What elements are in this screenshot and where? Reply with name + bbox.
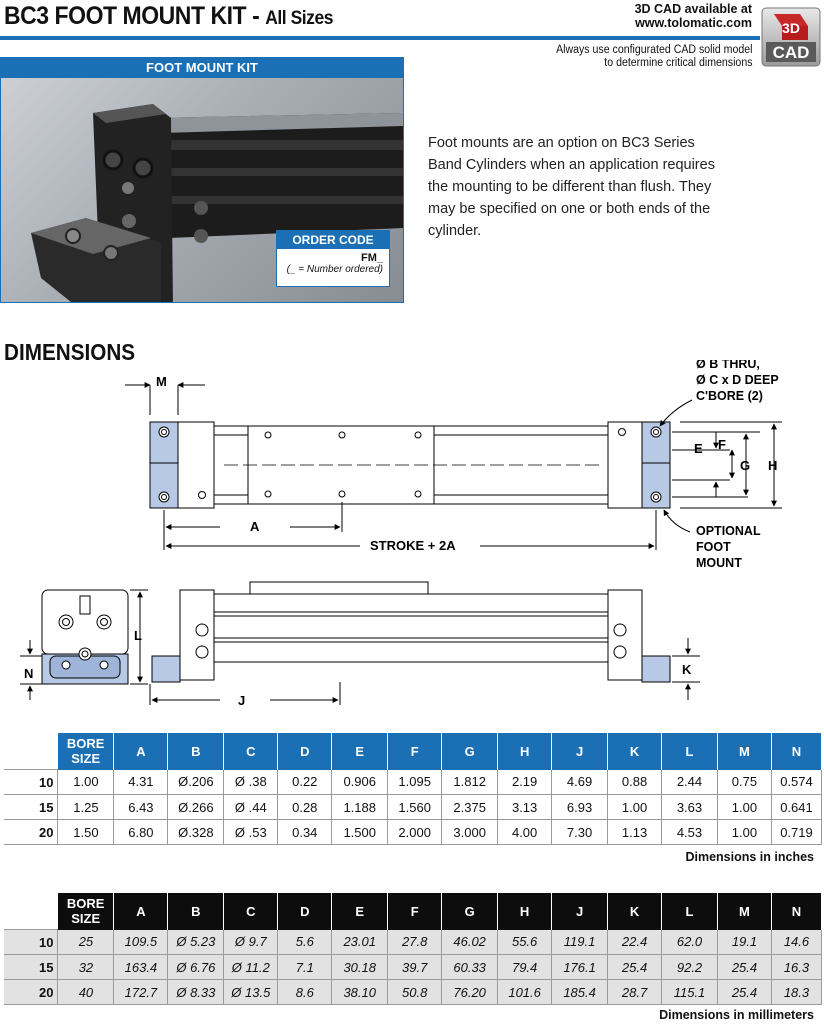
row-bore: 25 — [58, 930, 114, 955]
cell-j: 176.1 — [552, 955, 608, 980]
table-row — [4, 820, 822, 845]
cell-h: 4.00 — [498, 820, 552, 845]
cell-b: Ø 6.76 — [168, 955, 224, 980]
side-view — [150, 582, 700, 705]
cell-m: 1.00 — [717, 795, 771, 820]
cell-f: 2.000 — [388, 820, 442, 845]
cell-n: 14.6 — [771, 930, 821, 955]
header-blank — [4, 893, 58, 930]
cell-g: 3.000 — [442, 820, 498, 845]
optional-note-2: FOOT — [696, 540, 731, 554]
dim-label-h: H — [768, 458, 778, 473]
cell-d: 0.28 — [278, 795, 332, 820]
cell-j: 119.1 — [552, 930, 608, 955]
cell-a: 4.31 — [114, 770, 168, 795]
cell-e: 23.01 — [332, 930, 388, 955]
cell-b: Ø.266 — [168, 795, 224, 820]
cell-j: 6.93 — [552, 795, 608, 820]
header-col-a: A — [114, 893, 168, 930]
cad-note — [556, 44, 752, 70]
header-bore-size: BORE SIZE — [58, 893, 114, 930]
cell-g: 60.33 — [442, 955, 498, 980]
end-view — [20, 590, 148, 700]
row-size: 20 — [4, 980, 58, 1005]
dim-label-a: A — [250, 519, 260, 534]
cell-k: 25.4 — [608, 955, 662, 980]
cell-c: Ø 11.2 — [224, 955, 278, 980]
cell-j: 185.4 — [552, 980, 608, 1005]
cell-l: 3.63 — [662, 795, 718, 820]
cell-l: 115.1 — [662, 980, 718, 1005]
description-text: Foot mounts are an option on BC3 Series Band Cylinders when an application requires the mounting to be different than flush. They may be specified on one or both ends of the cylinder. — [428, 135, 715, 239]
header-col-l: L — [662, 733, 718, 770]
page-title — [4, 2, 333, 31]
dimension-drawing — [0, 360, 824, 710]
cell-m: 25.4 — [718, 980, 772, 1005]
cell-c: Ø 9.7 — [224, 930, 278, 955]
dimensions-table-mm — [4, 893, 822, 1005]
header-col-k: K — [608, 893, 662, 930]
title-sub: All Sizes — [265, 8, 333, 29]
cell-f: 39.7 — [388, 955, 442, 980]
header-col-d: D — [278, 733, 332, 770]
cell-d: 0.34 — [278, 820, 332, 845]
units-millimeters: Dimensions in millimeters — [659, 1008, 814, 1022]
table-row — [4, 955, 822, 980]
cell-f: 1.560 — [388, 795, 442, 820]
dim-label-e: E — [694, 441, 703, 456]
header-col-c: C — [224, 893, 278, 930]
cell-h: 3.13 — [498, 795, 552, 820]
cell-g: 1.812 — [442, 770, 498, 795]
table-row — [4, 795, 822, 820]
cell-n: 0.719 — [771, 820, 821, 845]
dim-label-m: M — [156, 374, 167, 389]
header-col-m: M — [718, 893, 772, 930]
cell-n: 16.3 — [771, 955, 821, 980]
cell-k: 28.7 — [608, 980, 662, 1005]
table-row — [4, 980, 822, 1005]
cell-h: 2.19 — [498, 770, 552, 795]
header-col-c: C — [224, 733, 278, 770]
cad-note-line-1: Always use configurated CAD solid model — [555, 44, 752, 56]
cell-l: 62.0 — [662, 930, 718, 955]
cad-logo-icon[interactable] — [760, 6, 822, 68]
dim-label-l: L — [134, 628, 142, 643]
cell-f: 1.095 — [388, 770, 442, 795]
cell-e: 1.188 — [332, 795, 388, 820]
cell-d: 5.6 — [278, 930, 332, 955]
optional-note-1: OPTIONAL — [696, 524, 761, 538]
header-col-n: N — [771, 893, 821, 930]
dim-label-stroke: STROKE + 2A — [370, 538, 456, 553]
header-col-d: D — [278, 893, 332, 930]
header-col-j: J — [552, 893, 608, 930]
cell-g: 46.02 — [442, 930, 498, 955]
cell-l: 92.2 — [662, 955, 718, 980]
cad-note-line-2: to determine critical dimensions — [603, 57, 752, 69]
cell-k: 1.13 — [608, 820, 662, 845]
cell-k: 22.4 — [608, 930, 662, 955]
header-col-g: G — [442, 893, 498, 930]
cell-e: 1.500 — [332, 820, 388, 845]
header-col-f: F — [388, 893, 442, 930]
header-col-g: G — [442, 733, 498, 770]
table-header-row — [4, 733, 822, 770]
header-col-h: H — [498, 893, 552, 930]
cell-n: 0.641 — [771, 795, 821, 820]
dim-label-f: F — [718, 437, 726, 452]
header-blank — [4, 733, 58, 770]
units-inches: Dimensions in inches — [685, 850, 814, 864]
header-col-m: M — [717, 733, 771, 770]
dimensions-heading: DIMENSIONS — [4, 339, 136, 365]
cell-c: Ø .38 — [224, 770, 278, 795]
top-view — [125, 385, 782, 550]
table-header-row — [4, 893, 822, 930]
cell-a: 6.43 — [114, 795, 168, 820]
photo-heading: FOOT MOUNT KIT — [1, 58, 403, 78]
cell-c: Ø .44 — [224, 795, 278, 820]
cell-m: 19.1 — [718, 930, 772, 955]
cell-n: 18.3 — [771, 980, 821, 1005]
row-size: 10 — [4, 770, 58, 795]
cell-k: 0.88 — [608, 770, 662, 795]
cad-url-link[interactable]: www.tolomatic.com — [635, 16, 752, 30]
cad-availability — [635, 2, 752, 30]
cell-l: 2.44 — [662, 770, 718, 795]
foot-mount-photo-panel — [0, 57, 404, 303]
cad-logo-cad: CAD — [772, 43, 810, 62]
cell-m: 1.00 — [717, 820, 771, 845]
cell-g: 76.20 — [442, 980, 498, 1005]
order-code-heading: ORDER CODE — [277, 231, 389, 249]
header-col-j: J — [552, 733, 608, 770]
cell-a: 109.5 — [114, 930, 168, 955]
row-bore: 1.00 — [58, 770, 114, 795]
cell-d: 0.22 — [278, 770, 332, 795]
header-col-h: H — [498, 733, 552, 770]
cell-b: Ø.328 — [168, 820, 224, 845]
header-col-b: B — [168, 733, 224, 770]
dim-label-n: N — [24, 666, 34, 681]
title-main: BC3 FOOT MOUNT KIT - — [4, 2, 260, 30]
cell-c: Ø 13.5 — [224, 980, 278, 1005]
header-rule — [0, 36, 760, 40]
cell-j: 7.30 — [552, 820, 608, 845]
header-col-l: L — [662, 893, 718, 930]
dim-label-k: K — [682, 662, 692, 677]
cell-c: Ø .53 — [224, 820, 278, 845]
cell-f: 50.8 — [388, 980, 442, 1005]
header-col-e: E — [332, 733, 388, 770]
cell-b: Ø.206 — [168, 770, 224, 795]
header-col-a: A — [114, 733, 168, 770]
bore-note-1: Ø B THRU, — [696, 360, 760, 371]
cell-h: 79.4 — [498, 955, 552, 980]
cell-h: 55.6 — [498, 930, 552, 955]
row-bore: 40 — [58, 980, 114, 1005]
header-bore-size: BORE SIZE — [58, 733, 114, 770]
cell-m: 25.4 — [718, 955, 772, 980]
cell-b: Ø 8.33 — [168, 980, 224, 1005]
optional-note-3: MOUNT — [696, 556, 742, 570]
header-col-e: E — [332, 893, 388, 930]
cad-available-text: 3D CAD available at — [634, 2, 752, 16]
row-bore: 1.25 — [58, 795, 114, 820]
cell-f: 27.8 — [388, 930, 442, 955]
bore-note-3: C'BORE (2) — [696, 389, 763, 403]
cad-logo-3d: 3D — [782, 20, 800, 36]
cell-m: 0.75 — [717, 770, 771, 795]
order-code-note: (_ = Number ordered) — [286, 264, 383, 275]
cell-e: 38.10 — [332, 980, 388, 1005]
cell-a: 6.80 — [114, 820, 168, 845]
header-col-b: B — [168, 893, 224, 930]
cell-h: 101.6 — [498, 980, 552, 1005]
order-code-box — [276, 230, 390, 287]
dim-label-g: G — [740, 458, 751, 473]
cell-a: 163.4 — [114, 955, 168, 980]
row-size: 20 — [4, 820, 58, 845]
cell-e: 0.906 — [332, 770, 388, 795]
bore-note-2: Ø C x D DEEP — [696, 373, 779, 387]
table-row — [4, 770, 822, 795]
cell-k: 1.00 — [608, 795, 662, 820]
cell-d: 7.1 — [278, 955, 332, 980]
cell-a: 172.7 — [114, 980, 168, 1005]
cell-d: 8.6 — [278, 980, 332, 1005]
cell-e: 30.18 — [332, 955, 388, 980]
dim-label-j: J — [238, 693, 246, 708]
header-col-f: F — [388, 733, 442, 770]
cell-l: 4.53 — [662, 820, 718, 845]
cell-n: 0.574 — [771, 770, 821, 795]
header-col-k: K — [608, 733, 662, 770]
cell-b: Ø 5.23 — [168, 930, 224, 955]
row-size: 15 — [4, 955, 58, 980]
row-bore: 1.50 — [58, 820, 114, 845]
row-size: 15 — [4, 795, 58, 820]
order-code-value: FM_ — [361, 252, 383, 264]
dimensions-table-inches — [4, 733, 822, 845]
row-size: 10 — [4, 930, 58, 955]
table-row — [4, 930, 822, 955]
row-bore: 32 — [58, 955, 114, 980]
header-col-n: N — [771, 733, 821, 770]
cell-j: 4.69 — [552, 770, 608, 795]
cell-g: 2.375 — [442, 795, 498, 820]
